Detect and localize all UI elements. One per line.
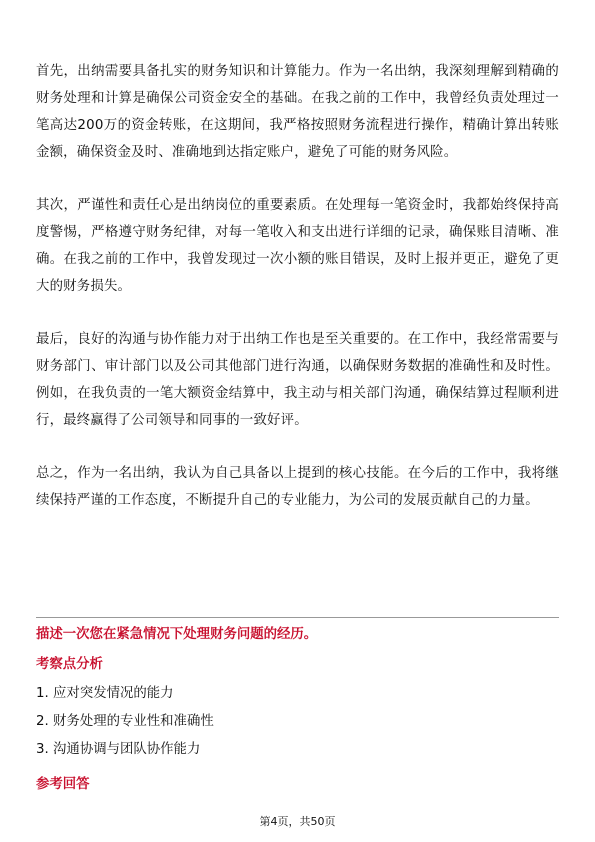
answer-title: 参考回答	[36, 777, 90, 792]
paragraph-third: 最后，良好的沟通与协作能力对于出纳工作也是至关重要的。在工作中，我经常需要与财务部门、审计部门以及公司其他部门进行沟通，以确保财务数据的准确性和及时性。例如，在我负责的一笔大额资金结算中，我主动与相关部门沟通，确保结算过程顺利进行，最终赢得了公司领导和同事的一致好评。	[36, 332, 559, 428]
question-heading: 描述一次您在紧急情况下处理财务问题的经历。	[36, 627, 318, 642]
list-item: 3. 沟通协调与团队协作能力	[36, 742, 201, 757]
list-item: 2. 财务处理的专业性和准确性	[36, 714, 214, 729]
analysis-title: 考察点分析	[36, 657, 103, 672]
list-item: 1. 应对突发情况的能力	[36, 686, 174, 701]
analysis-points	[36, 680, 214, 764]
paragraph-conclusion: 总之，作为一名出纳，我认为自己具备以上提到的核心技能。在今后的工作中，我将继续保持严谨的工作态度，不断提升自己的专业能力，为公司的发展贡献自己的力量。	[36, 466, 559, 508]
paragraph-second: 其次，严谨性和责任心是出纳岗位的重要素质。在处理每一笔资金时，我都始终保持高度警惕，严格遵守财务纪律，对每一笔收入和支出进行详细的记录，确保账目清晰、准确。在我之前的工作中，我曾发现过一次小额的账目错误，及时上报并更正，避免了更大的财务损失。	[36, 198, 559, 294]
answer-body	[36, 58, 559, 540]
page-number: 第4页，共50页	[259, 815, 336, 828]
section-divider	[36, 617, 559, 618]
paragraph-first: 首先，出纳需要具备扎实的财务知识和计算能力。作为一名出纳，我深刻理解到精确的财务处理和计算是确保公司资金安全的基础。在我之前的工作中，我曾经负责处理过一笔高达200万的资金转账，在这期间，我严格按照财务流程进行操作，精确计算出转账金额，确保资金及时、准确地到达指定账户，避免了可能的财务风险。	[36, 64, 559, 160]
